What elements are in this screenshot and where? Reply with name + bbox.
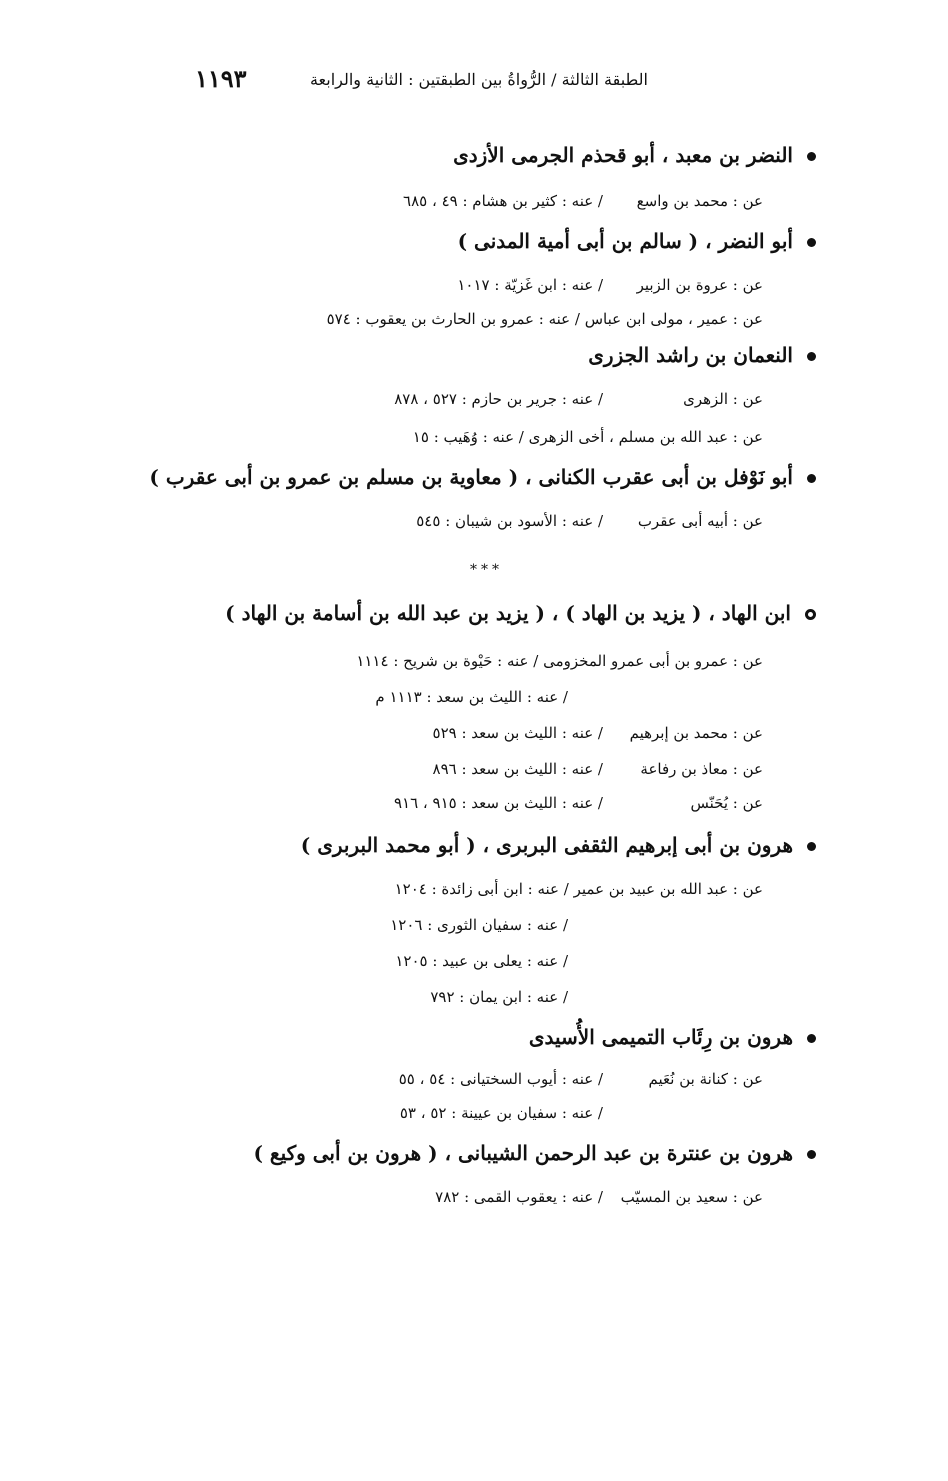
narration-line: عن : كنانة بن نُعَيم/ عنه : أيوب السختيانى : ٥٤ ، ٥٥ xyxy=(398,1070,763,1088)
narration-line: عن : محمد بن واسع/ عنه : كثير بن هشام : ٤٩ ، ٦٨٥ xyxy=(403,192,763,210)
entry-title: هرون بن عنترة بن عبد الرحمن الشيبانى ، ( هرون بن أبى وكيع ) xyxy=(254,1138,817,1168)
narration-line: عن : عمير ، مولى ابن عباس / عنه : عمرو بن الحارث بن يعقوب : ٥٧٤ xyxy=(326,310,763,328)
running-header: الطبقة الثالثة / الرُّواةُ بين الطبقتين : الثانية والرابعة xyxy=(309,70,648,89)
entry-title: النعمان بن راشد الجزرى xyxy=(588,340,816,370)
narration-line: / عنه : يعلى بن عبيد : ١٢٠٥ xyxy=(395,952,568,970)
bullet-icon xyxy=(805,609,816,620)
narration-line: عن : عروة بن الزبير/ عنه : ابن غَزيّة : ١٠١٧ xyxy=(457,276,763,294)
bullet-icon xyxy=(807,238,816,247)
page-number: ١١٩٣ xyxy=(195,64,247,93)
bullet-icon xyxy=(807,842,816,851)
bullet-icon xyxy=(807,1034,816,1043)
narration-line: / عنه : الليث بن سعد : ١١١٣ م xyxy=(375,688,568,706)
narration-line: عن : يُحَنّس/ عنه : الليث بن سعد : ٩١٥ ، ٩١٦ xyxy=(393,794,763,812)
narration-line: عن : سعيد بن المسيّب/ عنه : يعقوب القمى : ٧٨٢ xyxy=(435,1188,763,1206)
entry-title: النضر بن معبد ، أبو قحذم الجرمى الأزدى xyxy=(453,140,816,170)
narration-line: عن : عبد الله بن عبيد بن عمير / عنه : ابن أبى زائدة : ١٢٠٤ xyxy=(394,880,763,898)
narration-line: عن : عمرو بن أبى عمرو المخزومى / عنه : حَيْوة بن شريح : ١١١٤ xyxy=(356,652,763,670)
bullet-icon xyxy=(807,352,816,361)
narration-line: / عنه : سفيان الثورى : ١٢٠٦ xyxy=(390,916,568,934)
entry-title: أبو نَوْفل بن أبى عقرب الكنانى ، ( معاوية بن مسلم بن عمرو بن أبى عقرب ) xyxy=(149,462,816,492)
bullet-icon xyxy=(807,474,816,483)
narration-line: / عنه : سفيان بن عيينة : ٥٢ ، ٥٣ xyxy=(399,1104,603,1122)
narration-line: عن : عبد الله بن مسلم ، أخى الزهرى / عنه : وُهَيب : ١٥ xyxy=(412,428,763,446)
narration-line: عن : محمد بن إبرهيم/ عنه : الليث بن سعد : ٥٢٩ xyxy=(432,724,763,742)
entry-title: هرون بن أبى إبرهيم الثقفى البربرى ، ( أبو محمد البربرى ) xyxy=(301,830,816,860)
narration-line: عن : معاذ بن رفاعة/ عنه : الليث بن سعد : ٨٩٦ xyxy=(432,760,763,778)
entry-title: أبو النضر ، ( سالم بن أبى أمية المدنى ) xyxy=(458,226,816,256)
section-separator: *** xyxy=(470,562,503,578)
narration-line: عن : الزهرى/ عنه : جرير بن حازم : ٥٢٧ ، ٨٧٨ xyxy=(394,390,763,408)
bullet-icon xyxy=(807,152,816,161)
bullet-icon xyxy=(807,1150,816,1159)
narration-line: / عنه : ابن يمان : ٧٩٢ xyxy=(430,988,568,1006)
entry-title: ابن الهاد ، ( يزيد بن الهاد ) ، ( يزيد بن عبد الله بن أسامة بن الهاد ) xyxy=(225,598,816,628)
narration-line: عن : أبيه أبى عقرب/ عنه : الأسود بن شيبان : ٥٤٥ xyxy=(416,512,763,530)
entry-title: هرون بن رِئَاب التميمى الأُسيدى xyxy=(529,1022,816,1052)
